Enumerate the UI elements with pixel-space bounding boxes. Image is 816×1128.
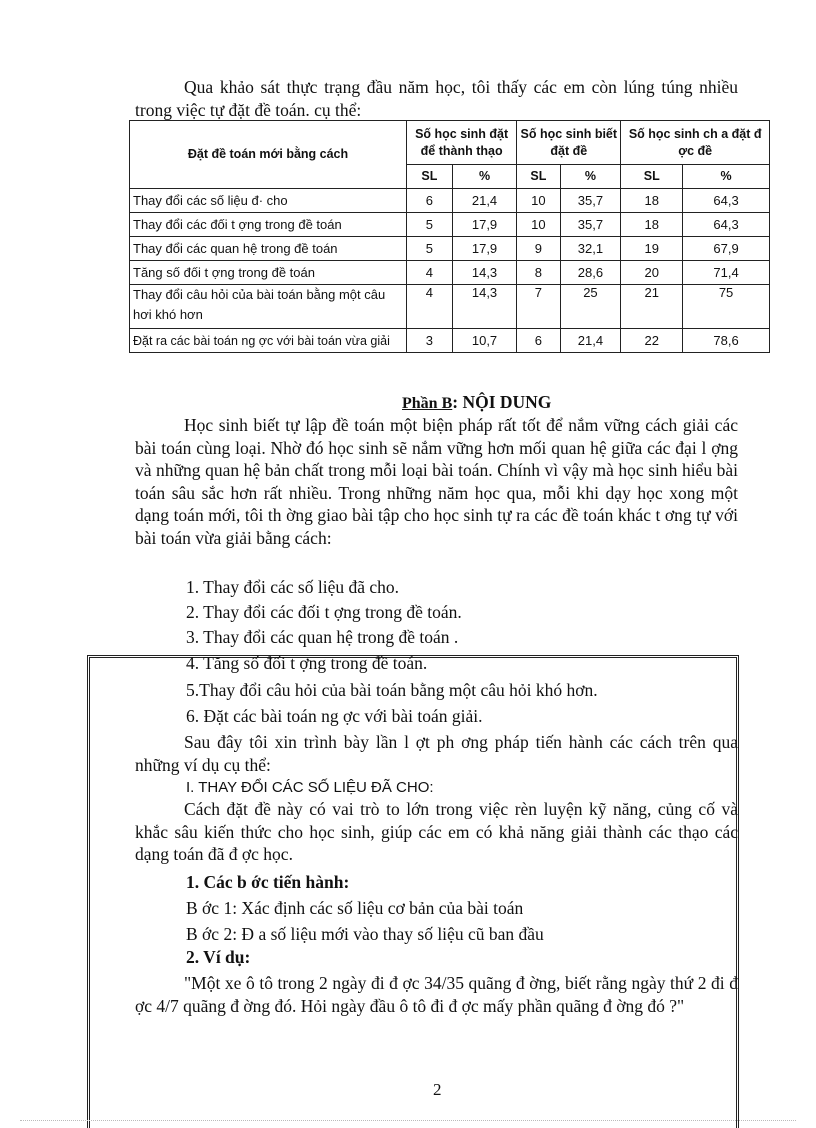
table-subheader: %: [452, 165, 516, 189]
table-cell: 19: [621, 237, 683, 261]
survey-table: [129, 120, 770, 353]
table-cell: 64,3: [683, 213, 770, 237]
table-cell: 75: [683, 285, 770, 329]
step-item: B ớc 1: Xác định các số liệu cơ bản của bài toán: [186, 898, 524, 918]
section-title: : NỘI DUNG: [452, 392, 552, 412]
table-row: [130, 261, 770, 285]
paragraph-content: Học sinh biết tự lập đề toán một biện pháp rất tốt để nắm vững cách giải các bài toán cùng loại. Nhờ đó học sinh sẽ nắm vững hơn mối quan hệ giữa các đại l ợng và những quan hệ bản chất trong mỗi loại bài toán. Chính vì vậy mà học sinh hiểu bài toán sâu sắc hơn rất nhiều. Trong những năm học qua, mỗi khi dạy học xong một dạng toán mới, tôi th ờng giao bài tập cho học sinh tự ra các đề toán khác t ơng tự với bài toán vừa giải bằng cách:: [135, 415, 738, 548]
table-cell: 21,4: [452, 189, 516, 213]
table-subheader: SL: [621, 165, 683, 189]
table-cell: 10,7: [452, 329, 516, 353]
table-cell: 5: [407, 237, 453, 261]
row-label: Thay đổi câu hỏi của bài toán bằng một câu hơi khó hơn: [130, 285, 407, 329]
table-cell: 28,6: [560, 261, 621, 285]
table-subheader: %: [683, 165, 770, 189]
table-cell: 20: [621, 261, 683, 285]
row-label: Thay đổi các đối t ợng trong đề toán: [130, 213, 407, 237]
table-cell: 21: [621, 285, 683, 329]
table-row: [130, 237, 770, 261]
row-label: Tăng số đối t ợng trong đề toán: [130, 261, 407, 285]
table-header-group: Số học sinh biết đặt đề: [517, 121, 621, 165]
subheading-example: 2. Ví dụ:: [186, 947, 251, 967]
table-cell: 67,9: [683, 237, 770, 261]
table-header-group: Số học sinh ch a đặt đ ợc đề: [621, 121, 770, 165]
paragraph-method-1: Cách đặt đề này có vai trò to lớn trong việc rèn luyện kỹ năng, củng cố và khắc sâu kiến thức cho học sinh, giúp các em có khả năng giải thành các thạo các dạng toán đã đ ợc học.: [135, 799, 738, 864]
section-label: Phần B: [402, 395, 453, 412]
list-item: 3. Thay đổi các quan hệ trong đề toán .: [186, 627, 459, 647]
table-cell: 64,3: [683, 189, 770, 213]
table-subheader: SL: [517, 165, 560, 189]
list-item: 4. Tăng số đối t ợng trong đề toán.: [186, 653, 428, 673]
paragraph-intro-methods: Sau đây tôi xin trình bày lần l ợt ph ơng pháp tiến hành các cách trên qua những ví dụ cụ thể:: [135, 732, 738, 775]
table-header-group: Số học sinh đặt để thành thạo: [407, 121, 517, 165]
table-cell: 25: [560, 285, 621, 329]
row-label: Đặt ra các bài toán ng ợc với bài toán vừa giải: [130, 329, 407, 353]
row-label: Thay đổi các số liệu đ· cho: [130, 189, 407, 213]
table-cell: 35,7: [560, 189, 621, 213]
table-cell: 8: [517, 261, 560, 285]
table-header-method: Đặt đề toán mới bằng cách: [130, 121, 407, 189]
example-problem: "Một xe ô tô trong 2 ngày đi đ ợc 34/35 quãng đ ờng, biết rằng ngày thứ 2 đi đ ợc 4/7 quãng đ ờng đó. Hỏi ngày đầu ô tô đi đ ợc mấy phần quãng đ ờng đó ?": [135, 973, 738, 1016]
table-cell: 18: [621, 189, 683, 213]
table-cell: 78,6: [683, 329, 770, 353]
table-cell: 21,4: [560, 329, 621, 353]
table-cell: 22: [621, 329, 683, 353]
table-cell: 18: [621, 213, 683, 237]
table-cell: 6: [407, 189, 453, 213]
intro-paragraph: Qua khảo sát thực trạng đầu năm học, tôi thấy các em còn lúng túng nhiều trong việc tự đặt đề toán. cụ thể:: [135, 77, 738, 120]
table-cell: 4: [407, 261, 453, 285]
table-subheader: SL: [407, 165, 453, 189]
table-cell: 7: [517, 285, 560, 329]
table-cell: 71,4: [683, 261, 770, 285]
row-label: Thay đổi các quan hệ trong đề toán: [130, 237, 407, 261]
table-cell: 3: [407, 329, 453, 353]
table-cell: 4: [407, 285, 453, 329]
step-item: B ớc 2: Đ a số liệu mới vào thay số liệu cũ ban đầu: [186, 924, 544, 944]
page-edge-divider: [20, 1120, 796, 1121]
table-cell: 17,9: [452, 213, 516, 237]
list-item: 1. Thay đổi các số liệu đã cho.: [186, 577, 400, 597]
table-cell: 32,1: [560, 237, 621, 261]
table-cell: 14,3: [452, 261, 516, 285]
table-cell: 10: [517, 189, 560, 213]
table-cell: 9: [517, 237, 560, 261]
table-cell: 6: [517, 329, 560, 353]
subheading-change-data: I. THAY ĐỔI CÁC SỐ LIỆU ĐÃ CHO:: [186, 779, 434, 796]
table-cell: 17,9: [452, 237, 516, 261]
table-row: [130, 285, 770, 329]
page-number: 2: [433, 1080, 442, 1099]
table-cell: 5: [407, 213, 453, 237]
table-row: [130, 213, 770, 237]
list-item: 2. Thay đổi các đối t ợng trong đề toán.: [186, 602, 462, 622]
table-cell: 14,3: [452, 285, 516, 329]
subheading-steps: 1. Các b ớc tiến hành:: [186, 872, 350, 892]
table-cell: 35,7: [560, 213, 621, 237]
list-item: 6. Đặt các bài toán ng ợc với bài toán giải.: [186, 706, 483, 726]
table-subheader: %: [560, 165, 621, 189]
list-item: 5.Thay đổi câu hỏi của bài toán bằng một câu hỏi khó hơn.: [186, 680, 598, 700]
table-row: [130, 189, 770, 213]
section-heading: [402, 392, 551, 413]
table-row: [130, 329, 770, 353]
table-cell: 10: [517, 213, 560, 237]
